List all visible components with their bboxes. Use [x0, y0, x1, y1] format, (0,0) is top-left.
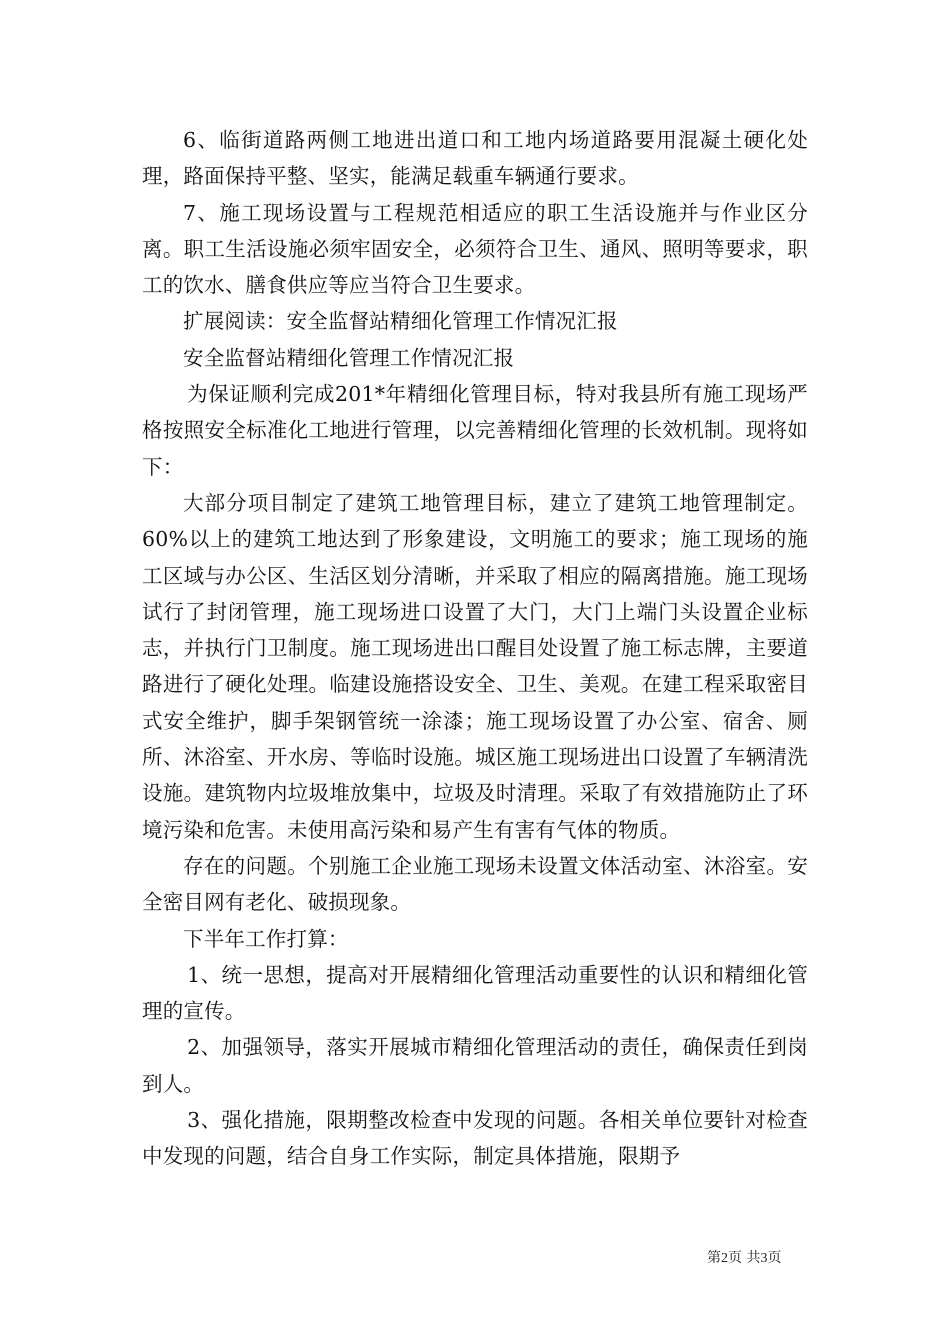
footer-suffix: 页 [767, 1250, 782, 1266]
total-page-number: 3 [760, 1251, 768, 1266]
problems-paragraph: 存在的问题。个别施工企业施工现场未设置文体活动室、沐浴室。安全密目网有老化、破损现象。 [142, 853, 808, 915]
footer-middle: 页 共 [728, 1250, 761, 1266]
plan-item-1: 1、统一思想，提高对开展精细化管理活动重要性的认识和精细化管理的宣传。 [142, 962, 808, 1024]
extended-reading-line: 扩展阅读：安全监督站精细化管理工作情况汇报 [183, 309, 618, 334]
footer-prefix: 第 [707, 1250, 721, 1266]
document-body [142, 122, 808, 1175]
plan-item-3: 3、强化措施，限期整改检查中发现的问题。各相关单位要针对检查中发现的问题，结合自身工作实际，制定具体措施，限期予 [142, 1108, 808, 1169]
plan-item-2: 2、加强领导，落实开展城市精细化管理活动的责任，确保责任到岗到人。 [142, 1035, 808, 1096]
plan-heading: 下半年工作打算： [183, 926, 349, 951]
page-footer [707, 1249, 781, 1268]
intro-paragraph: 为保证顺利完成201*年精细化管理目标，特对我县所有施工现场严格按照安全标准化工地进行管理，以完善精细化管理的长效机制。现将如下： [142, 382, 808, 479]
paragraph-item-6: 6、临街道路两侧工地进出道口和工地内场道路要用混凝土硬化处理，路面保持平整、坚实，能满足载重车辆通行要求。 [142, 128, 808, 189]
progress-paragraph: 大部分项目制定了建筑工地管理目标，建立了建筑工地管理制定。60%以上的建筑工地达到了形象建设，文明施工的要求；施工现场的施工区域与办公区、生活区划分清晰，并采取了相应的隔离措施。施工现场试行了封闭管理，施工现场进口设置了大门，大门上端门头设置企业标志，并执行门卫制度。施工现场进出口醒目处设置了施工标志牌，主要道路进行了硬化处理。临建设施搭设安全、卫生、美观。在建工程采取密目式安全维护，脚手架钢管统一涂漆；施工现场设置了办公室、宿舍、厕所、沐浴室、开水房、等临时设施。城区施工现场进出口设置了车辆清洗设施。建筑物内垃圾堆放集中，垃圾及时清理。采取了有效措施防止了环境污染和危害。未使用高污染和易产生有害有气体的物质。 [142, 490, 808, 842]
report-title: 安全监督站精细化管理工作情况汇报 [183, 345, 515, 370]
current-page-number: 2 [721, 1251, 728, 1266]
paragraph-item-7: 7、施工现场设置与工程规范相适应的职工生活设施并与作业区分离。职工生活设施必须牢固安全，必须符合卫生、通风、照明等要求，职工的饮水、膳食供应等应当符合卫生要求。 [142, 200, 808, 298]
